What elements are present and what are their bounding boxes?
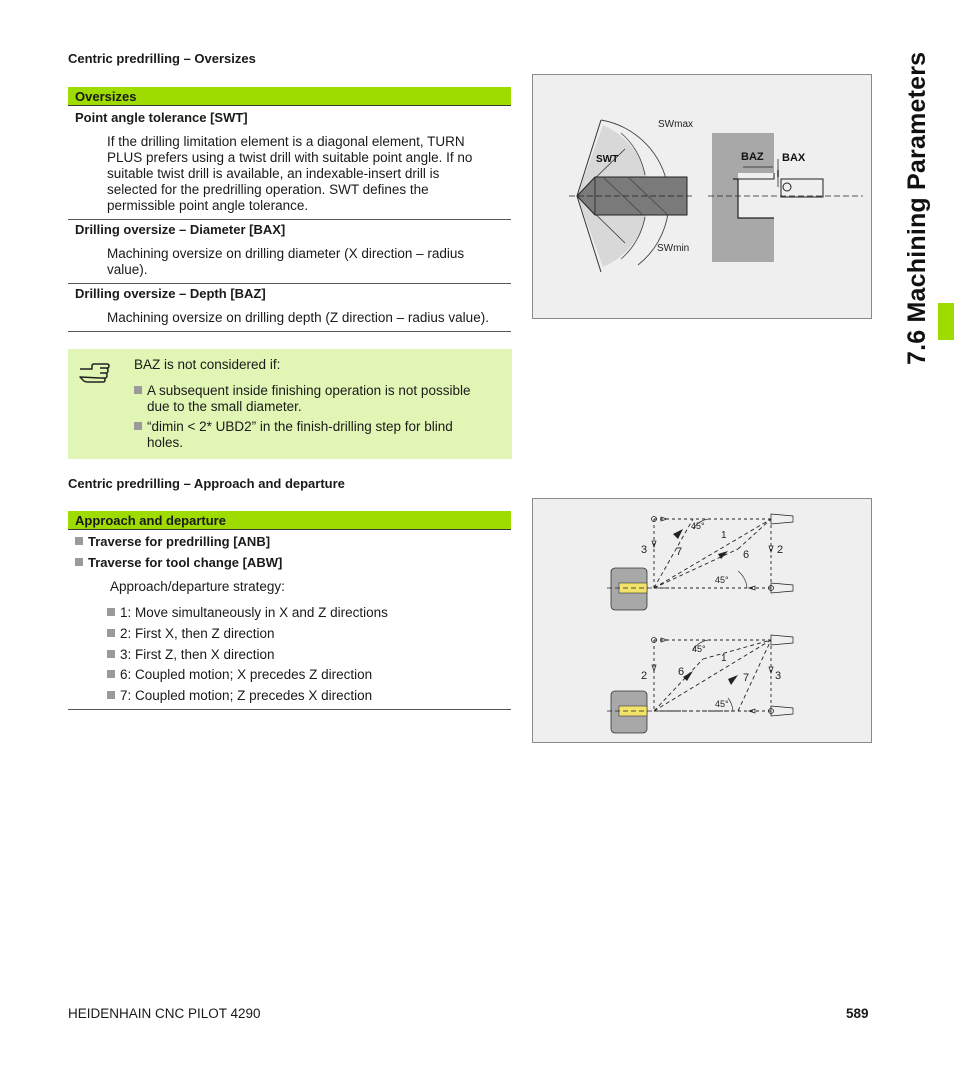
param-title-abw: Traverse for tool change [ABW] bbox=[75, 555, 282, 570]
param-title-bax: Drilling oversize – Diameter [BAX] bbox=[75, 222, 286, 237]
param-desc-baz: Machining oversize on drilling depth (Z direction – radius value). bbox=[107, 310, 489, 325]
divider bbox=[68, 709, 511, 710]
note-item: “dimin < 2* UBD2” in the finish-drilling step for blind holes. bbox=[134, 419, 453, 451]
svg-text:45°: 45° bbox=[715, 575, 729, 585]
label-swmax: SWmax bbox=[658, 119, 693, 130]
svg-text:1: 1 bbox=[721, 530, 727, 541]
strategy-option: 6: Coupled motion; X precedes Z direction bbox=[107, 667, 372, 682]
strategy-option: 7: Coupled motion; Z precedes X direction bbox=[107, 688, 372, 703]
strategy-option: 2: First X, then Z direction bbox=[107, 626, 275, 641]
divider bbox=[68, 219, 511, 220]
label-swt: SWT bbox=[596, 154, 619, 165]
divider bbox=[68, 331, 511, 332]
svg-text:45°: 45° bbox=[692, 644, 706, 654]
table-header-oversizes: Oversizes bbox=[68, 87, 511, 106]
svg-text:3: 3 bbox=[775, 670, 782, 682]
note-box bbox=[68, 349, 512, 459]
strategy-option: 3: First Z, then X direction bbox=[107, 647, 275, 662]
param-title-baz: Drilling oversize – Depth [BAZ] bbox=[75, 286, 266, 301]
figure-oversizes-drawing bbox=[533, 75, 871, 318]
label-swmin: SWmin bbox=[657, 243, 690, 254]
svg-text:6: 6 bbox=[678, 666, 685, 678]
note-intro: BAZ is not considered if: bbox=[134, 357, 281, 372]
strategy-option: 1: Move simultaneously in X and Z directions bbox=[107, 605, 388, 620]
svg-text:2: 2 bbox=[641, 670, 648, 682]
section-heading-oversizes: Centric predrilling – Oversizes bbox=[68, 51, 256, 66]
label-baz: BAZ bbox=[741, 151, 764, 163]
param-desc-bax: Machining oversize on drilling diameter (X direction – radius value). bbox=[107, 246, 465, 277]
table-header-approach: Approach and departure bbox=[68, 511, 511, 530]
side-tab-title: 7.6 Machining Parameters bbox=[903, 51, 931, 365]
svg-text:3: 3 bbox=[641, 544, 648, 556]
footer-title: HEIDENHAIN CNC PILOT 4290 bbox=[68, 1006, 261, 1021]
figure-approach-drawing bbox=[533, 499, 871, 742]
strategy-label: Approach/departure strategy: bbox=[110, 579, 285, 594]
section-heading-approach: Centric predrilling – Approach and departure bbox=[68, 476, 345, 491]
side-tab-marker bbox=[938, 303, 954, 340]
label-bax: BAX bbox=[782, 152, 806, 164]
param-title-anb: Traverse for predrilling [ANB] bbox=[75, 534, 270, 549]
svg-text:45°: 45° bbox=[715, 699, 729, 709]
svg-text:7: 7 bbox=[676, 546, 683, 558]
svg-text:6: 6 bbox=[743, 549, 750, 561]
svg-text:2: 2 bbox=[777, 544, 784, 556]
svg-text:7: 7 bbox=[743, 672, 750, 684]
svg-text:1: 1 bbox=[721, 653, 727, 664]
pointing-hand-icon bbox=[78, 361, 110, 383]
figure-oversizes bbox=[532, 74, 872, 319]
figure-approach bbox=[532, 498, 872, 743]
svg-text:45°: 45° bbox=[691, 521, 705, 531]
note-item: A subsequent inside finishing operation is not possible due to the small diameter. bbox=[134, 383, 470, 415]
page-number: 589 bbox=[846, 1006, 869, 1021]
param-title-swt: Point angle tolerance [SWT] bbox=[75, 110, 248, 125]
param-desc-swt: If the drilling limitation element is a diagonal element, TURN PLUS prefers using a twist drill with suitable point angle. If no suitable twist drill is available, an indexable-insert drill is selected for the predrilling operation. SWT defines the permissible point angle tolerance. bbox=[107, 134, 473, 213]
divider bbox=[68, 283, 511, 284]
